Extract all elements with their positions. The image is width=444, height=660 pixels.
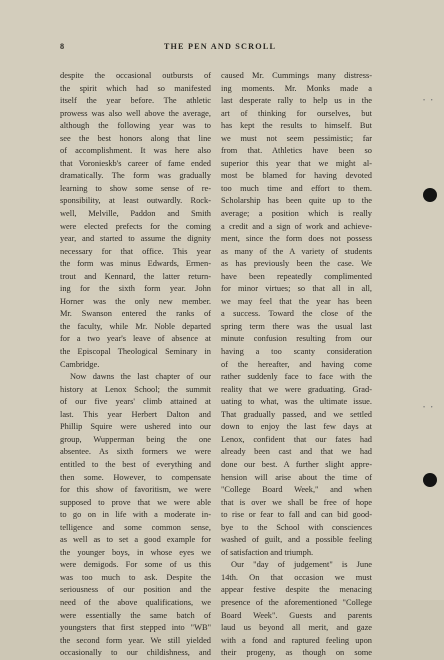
left-column [60,70,211,660]
text-line: having a too scanty consideration [221,347,372,357]
text-line: prowess was also well above the average, [60,108,211,118]
text-line: the younger boys, in whose eyes we [60,547,211,557]
text-line: ing for the sixth form year. John [60,284,211,294]
text-line: last. This year Herbert Dalton and [60,409,211,419]
text-line: sponsibility, at least outwardly. Rock- [60,196,211,206]
text-line: laud us beyond all merit, and gaze [221,623,372,633]
text-line: telligence and some common sense, [60,522,211,532]
text-line: absentee. As sixth formers we were [60,447,211,457]
text-line: to rise or fear to fall and can bid good- [221,510,372,520]
text-line: of the hereafter, and having come [221,359,372,369]
text-line: the faculty, while Mr. Noble departed [60,321,211,331]
text-line: that is over we shall be free of hope [221,497,372,507]
margin-marks: • • [423,405,435,411]
text-line: dramatically. The form was gradually [60,171,211,181]
margin-marks: • • [423,98,435,104]
text-line: superior this year that we might al- [221,158,372,168]
page-number: 8 [60,42,66,51]
text-line: of satisfaction and triumph. [221,547,314,557]
text-line: Our "day of judgement" is June [231,560,372,570]
text-line: 14th. On that occasion we must [221,572,372,582]
text-line: necessary for that office. This year [60,246,211,256]
text-line: the Episcopal Theological Seminary in [60,347,211,357]
text-line: presence of the aforementioned "College [221,597,372,607]
text-line: Now dawns the last chapter of our [70,372,211,382]
text-line: most be blamed for having devoted [221,171,372,181]
text-line: already been cast and that we had [221,447,372,457]
text-line: for a two year's leave of absence at [60,334,211,344]
text-line: spring term there was the usual last [221,321,372,331]
text-line: were elected prefects for the coming [60,221,211,231]
text-line: although the following year was to [60,121,211,131]
text-line: well, Melville, Paddon and Smith [60,209,211,219]
text-line: Cambridge. [60,359,100,369]
text-line: youngsters that first stepped into "WB" [60,623,211,633]
text-line: that Voronieskb's career of fame ended [60,158,211,168]
text-line: art of thinking for ourselves, but [221,108,372,118]
text-line: uating to what, was the ultimate issue. [221,397,372,407]
running-title: THE PEN AND SCROLL [163,42,277,51]
page-header [60,42,380,56]
text-line: done our best. A further slight appre- [221,459,372,469]
text-line: ment, since the form does not possess [221,234,372,244]
text-line: reality that we were graduating. Grad- [221,384,372,394]
text-line: Scholarship has been quite up to the [221,196,372,206]
binder-hole-bottom [423,473,437,487]
text-line: too much time and effort to them. [221,183,372,193]
text-line: the form was minus Edwards, Ermen- [60,259,211,269]
text-line: year, and started to assume the dignity [60,234,211,244]
text-line: bye to the School with consciences [221,522,372,532]
text-line: Board Week". Guests and parents [221,610,372,620]
text-line: That gradually passed, and we settled [221,409,372,419]
text-line: was too much to ask. Despite the [60,572,211,582]
text-line: for minor virtues; so that all in all, [221,284,372,294]
text-line: were demigods. For some of us this [60,560,211,570]
text-line: average; a position which is really [221,209,372,219]
text-line: from that. Athletics have been so [221,146,372,156]
text-line: a credit and a sign of work and achieve- [221,221,372,231]
text-line: we may feel that the year has been [221,296,372,306]
text-line: as has previously been the case. We [221,259,372,269]
text-line: caused Mr. Cummings many distress- [221,71,372,80]
binder-hole-top [423,188,437,202]
text-line: Horner was the only new member. [60,296,211,306]
text-line: Mr. Swanson entered the ranks of [60,309,211,319]
text-line: have been repeatedly complimented [221,271,372,281]
text-line: a success. Toward the close of the [221,309,372,319]
text-line: appear festive despite the menacing [221,585,372,595]
text-line: minute confusion resulting from our [221,334,372,344]
text-line: the spirit which had so manifested [60,83,211,93]
right-column [221,70,372,660]
text-line: "College Board Week," and when [221,485,372,495]
text-line: entitled to the best of everything and [60,459,211,469]
text-line: Lenox, confident that our fates had [221,434,372,444]
text-line: were essentially the same batch of [60,610,211,620]
text-line: with a fond and raptured feeling upon [221,635,372,645]
text-line: supposed to prove that we were able [60,497,211,507]
text-line: the second form year. We still yielded [60,635,211,645]
text-line: Phillip Squire were ushered into our [60,422,211,432]
text-line: hension will arise about the time of [221,472,372,482]
text-line: ing moments. Mr. Monks made a [221,83,372,93]
text-line: then some. However, to compensate [60,472,211,482]
text-line: down to enjoy the last few days at [221,422,372,432]
text-line: their progeny, as though on some [221,648,372,658]
text-line: need of the above qualifications, we [60,597,211,607]
text-line: to go on in life with a moderate in- [60,510,211,520]
text-line: of our five years' climb attained at [60,397,211,407]
text-line: for this show of favoritism, we were [60,485,211,495]
text-line: itself the year before. The athletic [60,96,211,106]
text-line: occasionally to our childishness, and [60,648,211,658]
text-line: as well as to set a good example for [60,535,211,545]
text-line: history at Lenox School; the summit [60,384,211,394]
text-line: group, Wupperman being the one [60,434,211,444]
text-line: has kept the results to himself. But [221,121,372,131]
text-line: as many of the A variety of students [221,246,372,256]
text-line: rather suddenly face to face with the [221,372,372,382]
text-line: seriousness of our position and the [60,585,211,595]
text-line: last desperate rally to help us in the [221,96,372,106]
text-line: despite the occasional outbursts of [60,71,211,80]
text-line: trout and Kennard, the latter return- [60,271,211,281]
text-line: learning to show some sense of re- [60,183,211,193]
text-line: see the best honors along that line [60,133,211,143]
text-line: of accomplishment. It was here also [60,146,211,156]
text-line: we must not seem pessimistic; far [221,133,372,143]
text-line: washed of guilt, and a possible feeling [221,535,372,545]
